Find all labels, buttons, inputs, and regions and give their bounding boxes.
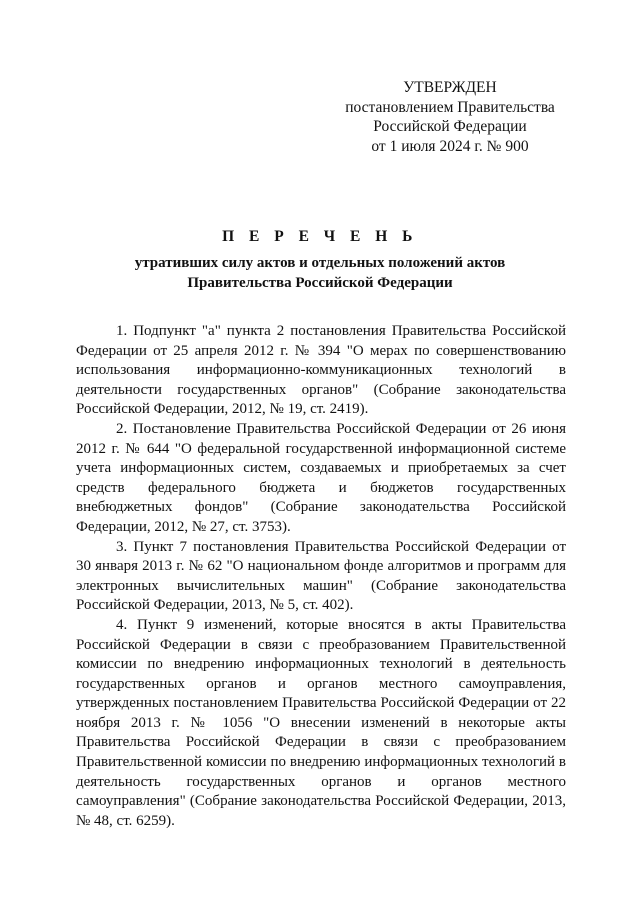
list-item: 3. Пункт 7 постановления Правительства Российской Федерации от 30 января 2013 г. № 62 "О национальном фонде алгоритмов и программ для электронных вычислительных машин" (Собрание законодательства Российской Федерации, 2013, № 5, ст. 402). <box>76 538 566 614</box>
list-item: 4. Пункт 9 изменений, которые вносятся в акты Правительства Российской Федерации в связи с преобразованием Правительственной комиссии по внедрению информационных технологий в деятельность государственных органов и органов местного самоуправления, утвержденных постановлением Правительства Российской Федерации от 22 ноября 2013 г. № 1056 "О внесении изменений в некоторые акты Правительства Российской Федерации в связи с преобразованием Правительственной комиссии по внедрению информационных технологий в деятельность государственных органов и органов местного самоуправления" (Собрание законодательства Российской Федерации, 2013, № 48, ст. 6259). <box>76 616 566 829</box>
document-body <box>76 322 566 831</box>
approval-heading: УТВЕРЖДЕН <box>403 79 497 96</box>
list-item: 2. Постановление Правительства Российской Федерации от 26 июня 2012 г. № 644 "О федеральной государственной информационной системе учета информационных систем, создаваемых и приобретаемых за счет средств федерального бюджета и бюджетов государственных внебюджетных фондов" (Собрание законодательства Российской Федерации, 2012, № 27, ст. 3753). <box>76 420 566 535</box>
list-item: 1. Подпункт "а" пункта 2 постановления Правительства Российской Федерации от 25 апреля 2012 г. № 394 "О мерах по совершенствованию использования информационно-коммуникационных технологий в деятельности государственных органов" (Собрание законодательства Российской Федерации, 2012, № 19, ст. 2419). <box>76 323 566 418</box>
approval-line: Российской Федерации <box>373 118 527 135</box>
subtitle-line: утративших силу актов и отдельных положений актов <box>134 255 506 271</box>
document-title: П Е Р Е Ч Е Н Ь <box>222 228 418 245</box>
subtitle-line: Правительства Российской Федерации <box>187 275 453 291</box>
approval-line: постановлением Правительства <box>345 98 555 116</box>
approval-line: от 1 июля 2024 г. № 900 <box>371 137 529 155</box>
approval-stamp <box>340 78 560 156</box>
document-subtitle <box>80 253 560 293</box>
